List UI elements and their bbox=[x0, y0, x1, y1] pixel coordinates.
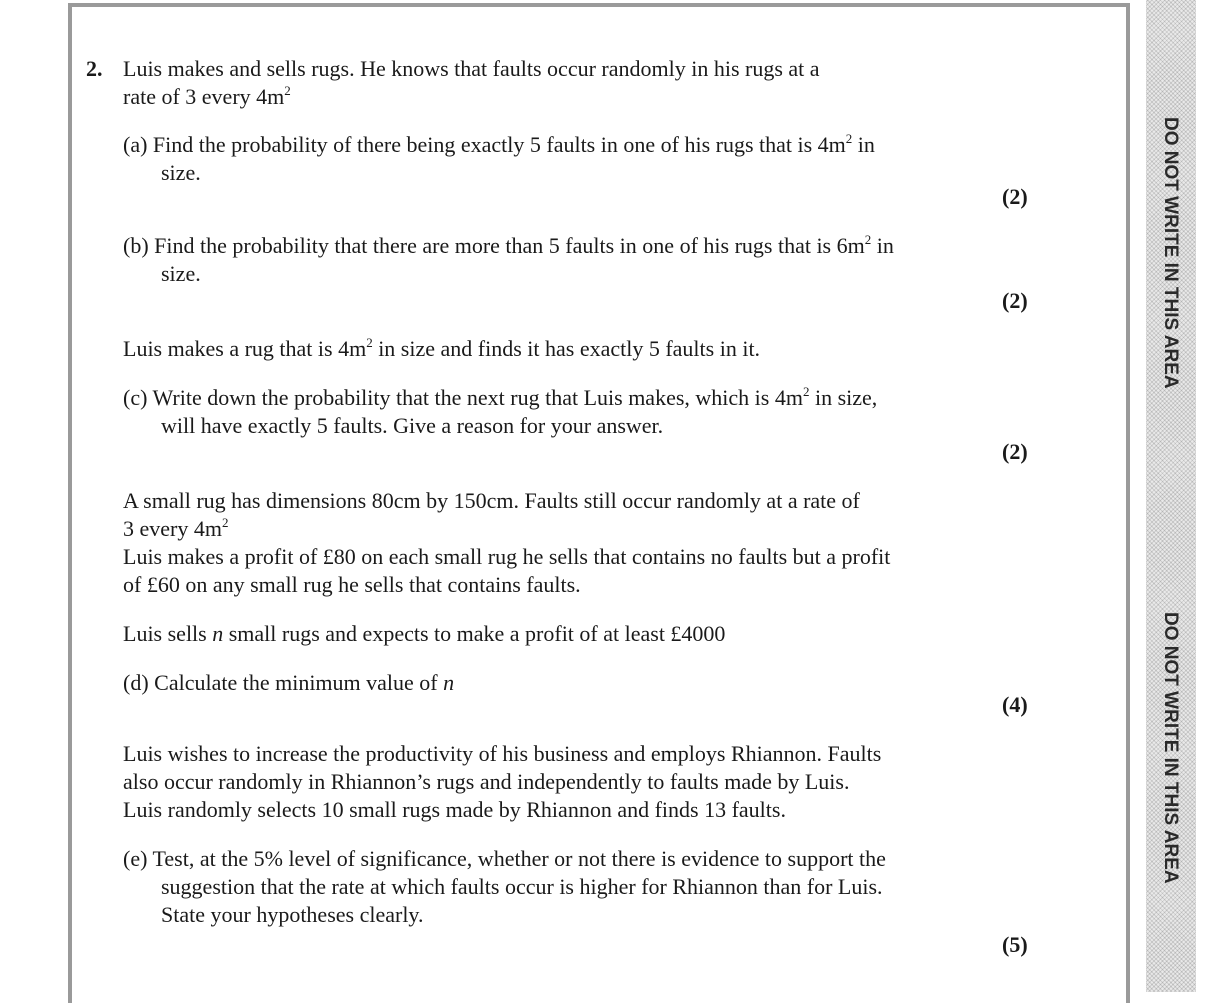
info-2-line-3: Luis makes a profit of £80 on each small rug he sells that contains no faults but a profit bbox=[123, 544, 891, 569]
part-e-line-2: suggestion that the rate at which faults occur is higher for Rhiannon than for Luis. bbox=[161, 874, 883, 899]
marks-e: (5) bbox=[1002, 932, 1028, 957]
do-not-write-label-bottom: DO NOT WRITE IN THIS AREA bbox=[1160, 612, 1181, 884]
info-4-line-3: Luis randomly selects 10 small rugs made by Rhiannon and finds 13 faults. bbox=[123, 797, 786, 822]
info-4-line-1: Luis wishes to increase the productivity of his business and employs Rhiannon. Faults bbox=[123, 741, 882, 766]
part-c-line-1: (c) Write down the probability that the next rug that Luis makes, which is $4m^2$ in size, bbox=[123, 384, 878, 410]
part-a-line-2: size. bbox=[161, 160, 201, 185]
part-e-line-1: (e) Test, at the 5% level of significance, whether or not there is evidence to support the bbox=[123, 846, 886, 871]
info-1: Luis makes a rug that is $4m^2$ in size and finds it has exactly 5 faults in it. bbox=[123, 335, 761, 361]
marks-c: (2) bbox=[1002, 439, 1028, 464]
marks-a: (2) bbox=[1002, 184, 1028, 209]
intro-line-1: Luis makes and sells rugs. He knows that faults occur randomly in his rugs at a bbox=[123, 56, 820, 81]
info-2-line-4: of £60 on any small rug he sells that contains faults. bbox=[123, 572, 581, 597]
info-3: Luis sells n small rugs and expects to make a profit of at least £4000 bbox=[123, 621, 726, 646]
part-c-line-2: will have exactly 5 faults. Give a reason for your answer. bbox=[161, 413, 664, 438]
info-2-line-1: A small rug has dimensions 80cm by 150cm. Faults still occur randomly at a rate of bbox=[123, 488, 860, 513]
intro-line-2: rate of 3 every $4m^2$ bbox=[123, 83, 291, 109]
info-2-line-2: 3 every $4m^2$ bbox=[123, 515, 229, 541]
part-e-line-3: State your hypotheses clearly. bbox=[161, 902, 424, 927]
part-a-line-1: (a) Find the probability of there being exactly 5 faults in one of his rugs that is $4m^2$ in bbox=[123, 131, 875, 157]
marks-b: (2) bbox=[1002, 288, 1028, 313]
marks-d: (4) bbox=[1002, 692, 1028, 717]
question-number: 2. bbox=[86, 56, 103, 81]
part-b-line-2: size. bbox=[161, 261, 201, 286]
part-d: (d) Calculate the minimum value of n bbox=[123, 670, 455, 695]
do-not-write-label-top: DO NOT WRITE IN THIS AREA bbox=[1160, 117, 1181, 389]
part-b-line-1: (b) Find the probability that there are more than 5 faults in one of his rugs that is $6m^2$ in bbox=[123, 232, 894, 258]
info-4-line-2: also occur randomly in Rhiannon’s rugs and independently to faults made by Luis. bbox=[123, 769, 850, 794]
